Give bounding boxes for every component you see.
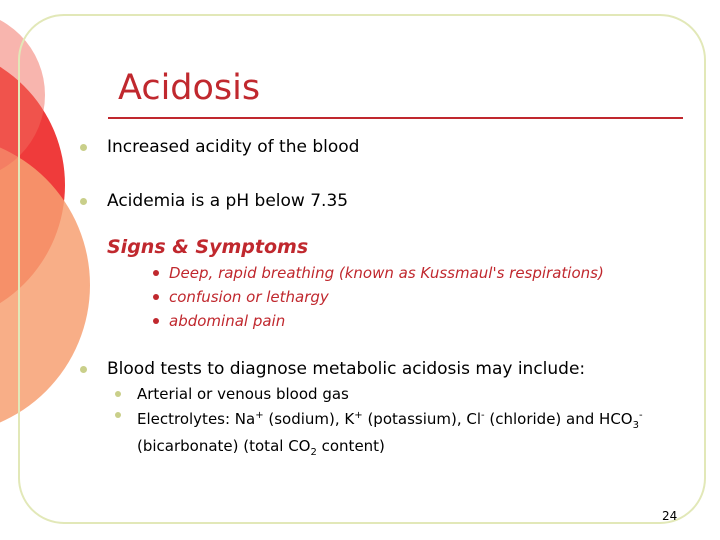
bullet-icon <box>153 294 159 300</box>
bullet-icon <box>115 412 121 418</box>
bullet-text: Acidemia is a pH below 7.35 <box>107 191 349 211</box>
bullet-icon <box>80 366 87 373</box>
sign-text: Deep, rapid breathing (known as Kussmaul's respirations) <box>169 264 604 282</box>
title-underline <box>108 117 683 119</box>
page-number: 24 <box>662 509 678 523</box>
test-text: Electrolytes: Na+ (sodium), K+ (potassium), Cl- (chloride) and $HCO_3^-$ (bicarbonate) (total $CO_2$ content) <box>137 410 643 458</box>
bullet-icon <box>153 270 159 276</box>
test-item <box>115 405 677 463</box>
test-item <box>115 384 677 405</box>
bullet-icon <box>80 198 87 205</box>
test-text: Arterial or venous blood gas <box>137 385 349 403</box>
sign-text: abdominal pain <box>169 312 286 330</box>
bullet-text: Increased acidity of the blood <box>107 137 360 157</box>
bullet-icon <box>153 318 159 324</box>
signs-heading: Signs & Symptoms <box>107 236 309 258</box>
bullet-icon <box>115 391 121 397</box>
bullet-icon <box>80 144 87 151</box>
slide-title: Acidosis <box>118 68 261 108</box>
sign-text: confusion or lethargy <box>169 288 329 306</box>
bullet-text: Blood tests to diagnose metabolic acidosis may include: <box>107 359 586 379</box>
tests-list <box>115 384 677 463</box>
